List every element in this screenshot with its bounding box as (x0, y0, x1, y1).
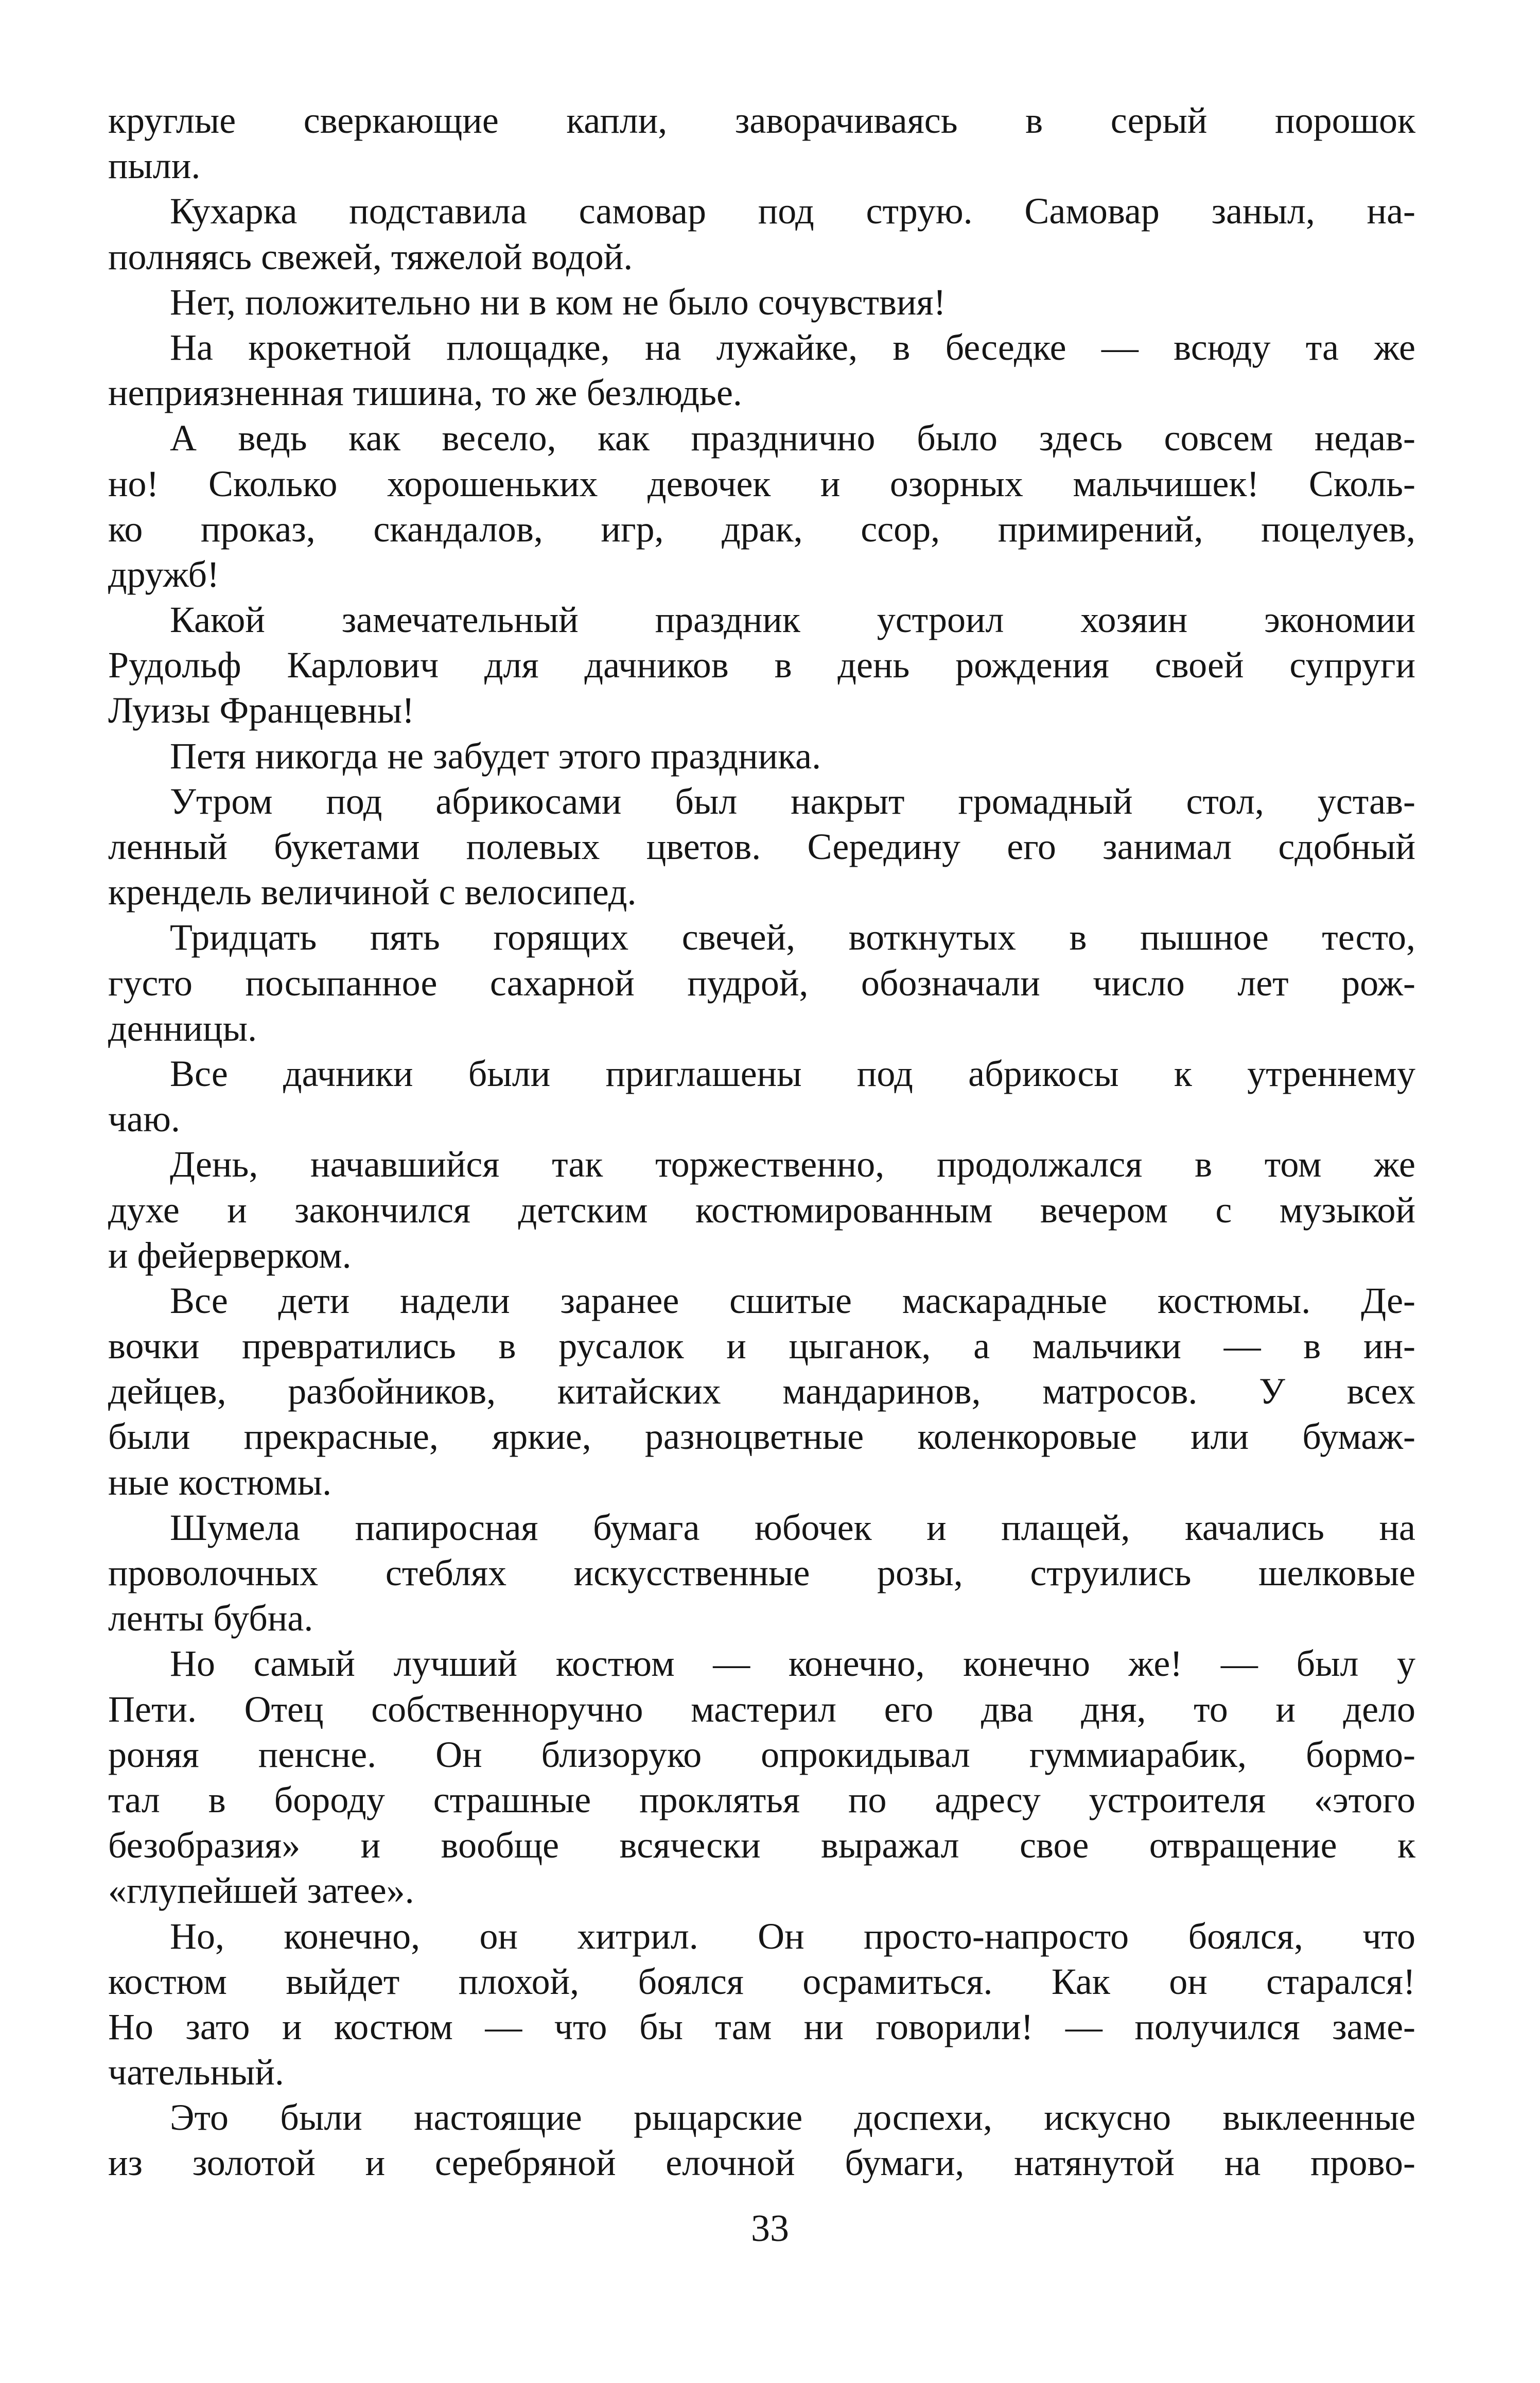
text-line: Рудольф Карлович для дачников в день рождения своей супруги (108, 644, 1415, 686)
text-line: Нет, положительно ни в ком не было сочувствия! (170, 281, 946, 323)
text-line: роняя пенсне. Он близоруко опрокидывал гуммиарабик, бормо- (108, 1733, 1415, 1775)
text-line: неприязненная тишина, то же безлюдье. (108, 372, 742, 414)
text-line: Кухарка подставила самовар под струю. Самовар заныл, на- (170, 190, 1415, 232)
text-line: ленный букетами полевых цветов. Середину его занимал сдобный (108, 826, 1415, 867)
text-line: Шумела папиросная бумага юбочек и плащей, качались на (170, 1506, 1415, 1548)
text-line: тал в бороду страшные проклятья по адресу устроителя «этого (108, 1779, 1415, 1820)
text-line: круглые сверкающие капли, заворачиваясь в серый порошок (108, 100, 1415, 141)
text-line: Луизы Францевны! (108, 690, 415, 731)
text-line: А ведь как весело, как празднично было здесь совсем недав- (170, 417, 1415, 459)
text-line: Утром под абрикосами был накрыт громадный стол, устав- (170, 780, 1415, 822)
text-line: костюм выйдет плохой, боялся осрамиться. Как он старался! (108, 1960, 1415, 2002)
text-line: Все дети надели заранее сшитые маскарадные костюмы. Де- (170, 1280, 1415, 1321)
text-line: Это были настоящие рыцарские доспехи, искусно выклеенные (170, 2097, 1415, 2139)
text-line: «глупейшей затее». (108, 1870, 414, 1912)
text-line: Какой замечательный праздник устроил хозяин экономии (170, 599, 1415, 641)
text-line: Все дачники были приглашены под абрикосы к утреннему (170, 1053, 1415, 1094)
text-line: ленты бубна. (108, 1598, 313, 1639)
text-line: Петя никогда не забудет этого праздника. (170, 735, 821, 777)
text-line: Пети. Отец собственноручно мастерил его два дня, то и дело (108, 1688, 1415, 1730)
text-line: из золотой и серебряной елочной бумаги, натянутой на прово- (108, 2142, 1415, 2184)
text-line: но! Сколько хорошеньких девочек и озорных мальчишек! Сколь- (108, 463, 1415, 504)
text-line: Тридцать пять горящих свечей, воткнутых в пышное тесто, (170, 917, 1415, 958)
text-line: ные костюмы. (108, 1461, 332, 1503)
text-line: проволочных стеблях искусственные розы, струились шелковые (108, 1552, 1415, 1593)
page-number: 33 (751, 2207, 789, 2250)
text-line: денницы. (108, 1007, 257, 1049)
text-line: Но зато и костюм — что бы там ни говорили! — получился заме- (108, 2006, 1415, 2047)
text-line: День, начавшийся так торжественно, продолжался в том же (170, 1144, 1415, 1185)
text-line: Но, конечно, он хитрил. Он просто-напросто боялся, что (170, 1915, 1415, 1957)
text-line: чательный. (108, 2052, 284, 2093)
text-line: крендель величиной с велосипед. (108, 871, 637, 913)
text-line: густо посыпанное сахарной пудрой, обозначали число лет рож- (108, 962, 1415, 1004)
body-text (108, 98, 1415, 2186)
text-line: были прекрасные, яркие, разноцветные коленкоровые или бумаж- (108, 1416, 1415, 1458)
text-line: полняясь свежей, тяжелой водой. (108, 236, 633, 277)
text-line: духе и закончился детским костюмированным вечером с музыкой (108, 1189, 1415, 1231)
text-line: дружб! (108, 553, 220, 595)
text-line: На крокетной площадке, на лужайке, в беседке — всюду та же (170, 326, 1415, 368)
text-line: дейцев, разбойников, китайских мандаринов, матросов. У всех (108, 1371, 1415, 1412)
text-line: пыли. (108, 145, 201, 187)
text-line: Но самый лучший костюм — конечно, конечно же! — был у (170, 1643, 1415, 1685)
text-line: чаю. (108, 1098, 180, 1140)
text-line: ко проказ, скандалов, игр, драк, ссор, примирений, поцелуев, (108, 508, 1415, 550)
text-line: и фейерверком. (108, 1234, 352, 1276)
text-line: вочки превратились в русалок и цыганок, а мальчики — в ин- (108, 1325, 1415, 1367)
text-line: безобразия» и вообще всячески выражал свое отвращение к (108, 1825, 1415, 1866)
